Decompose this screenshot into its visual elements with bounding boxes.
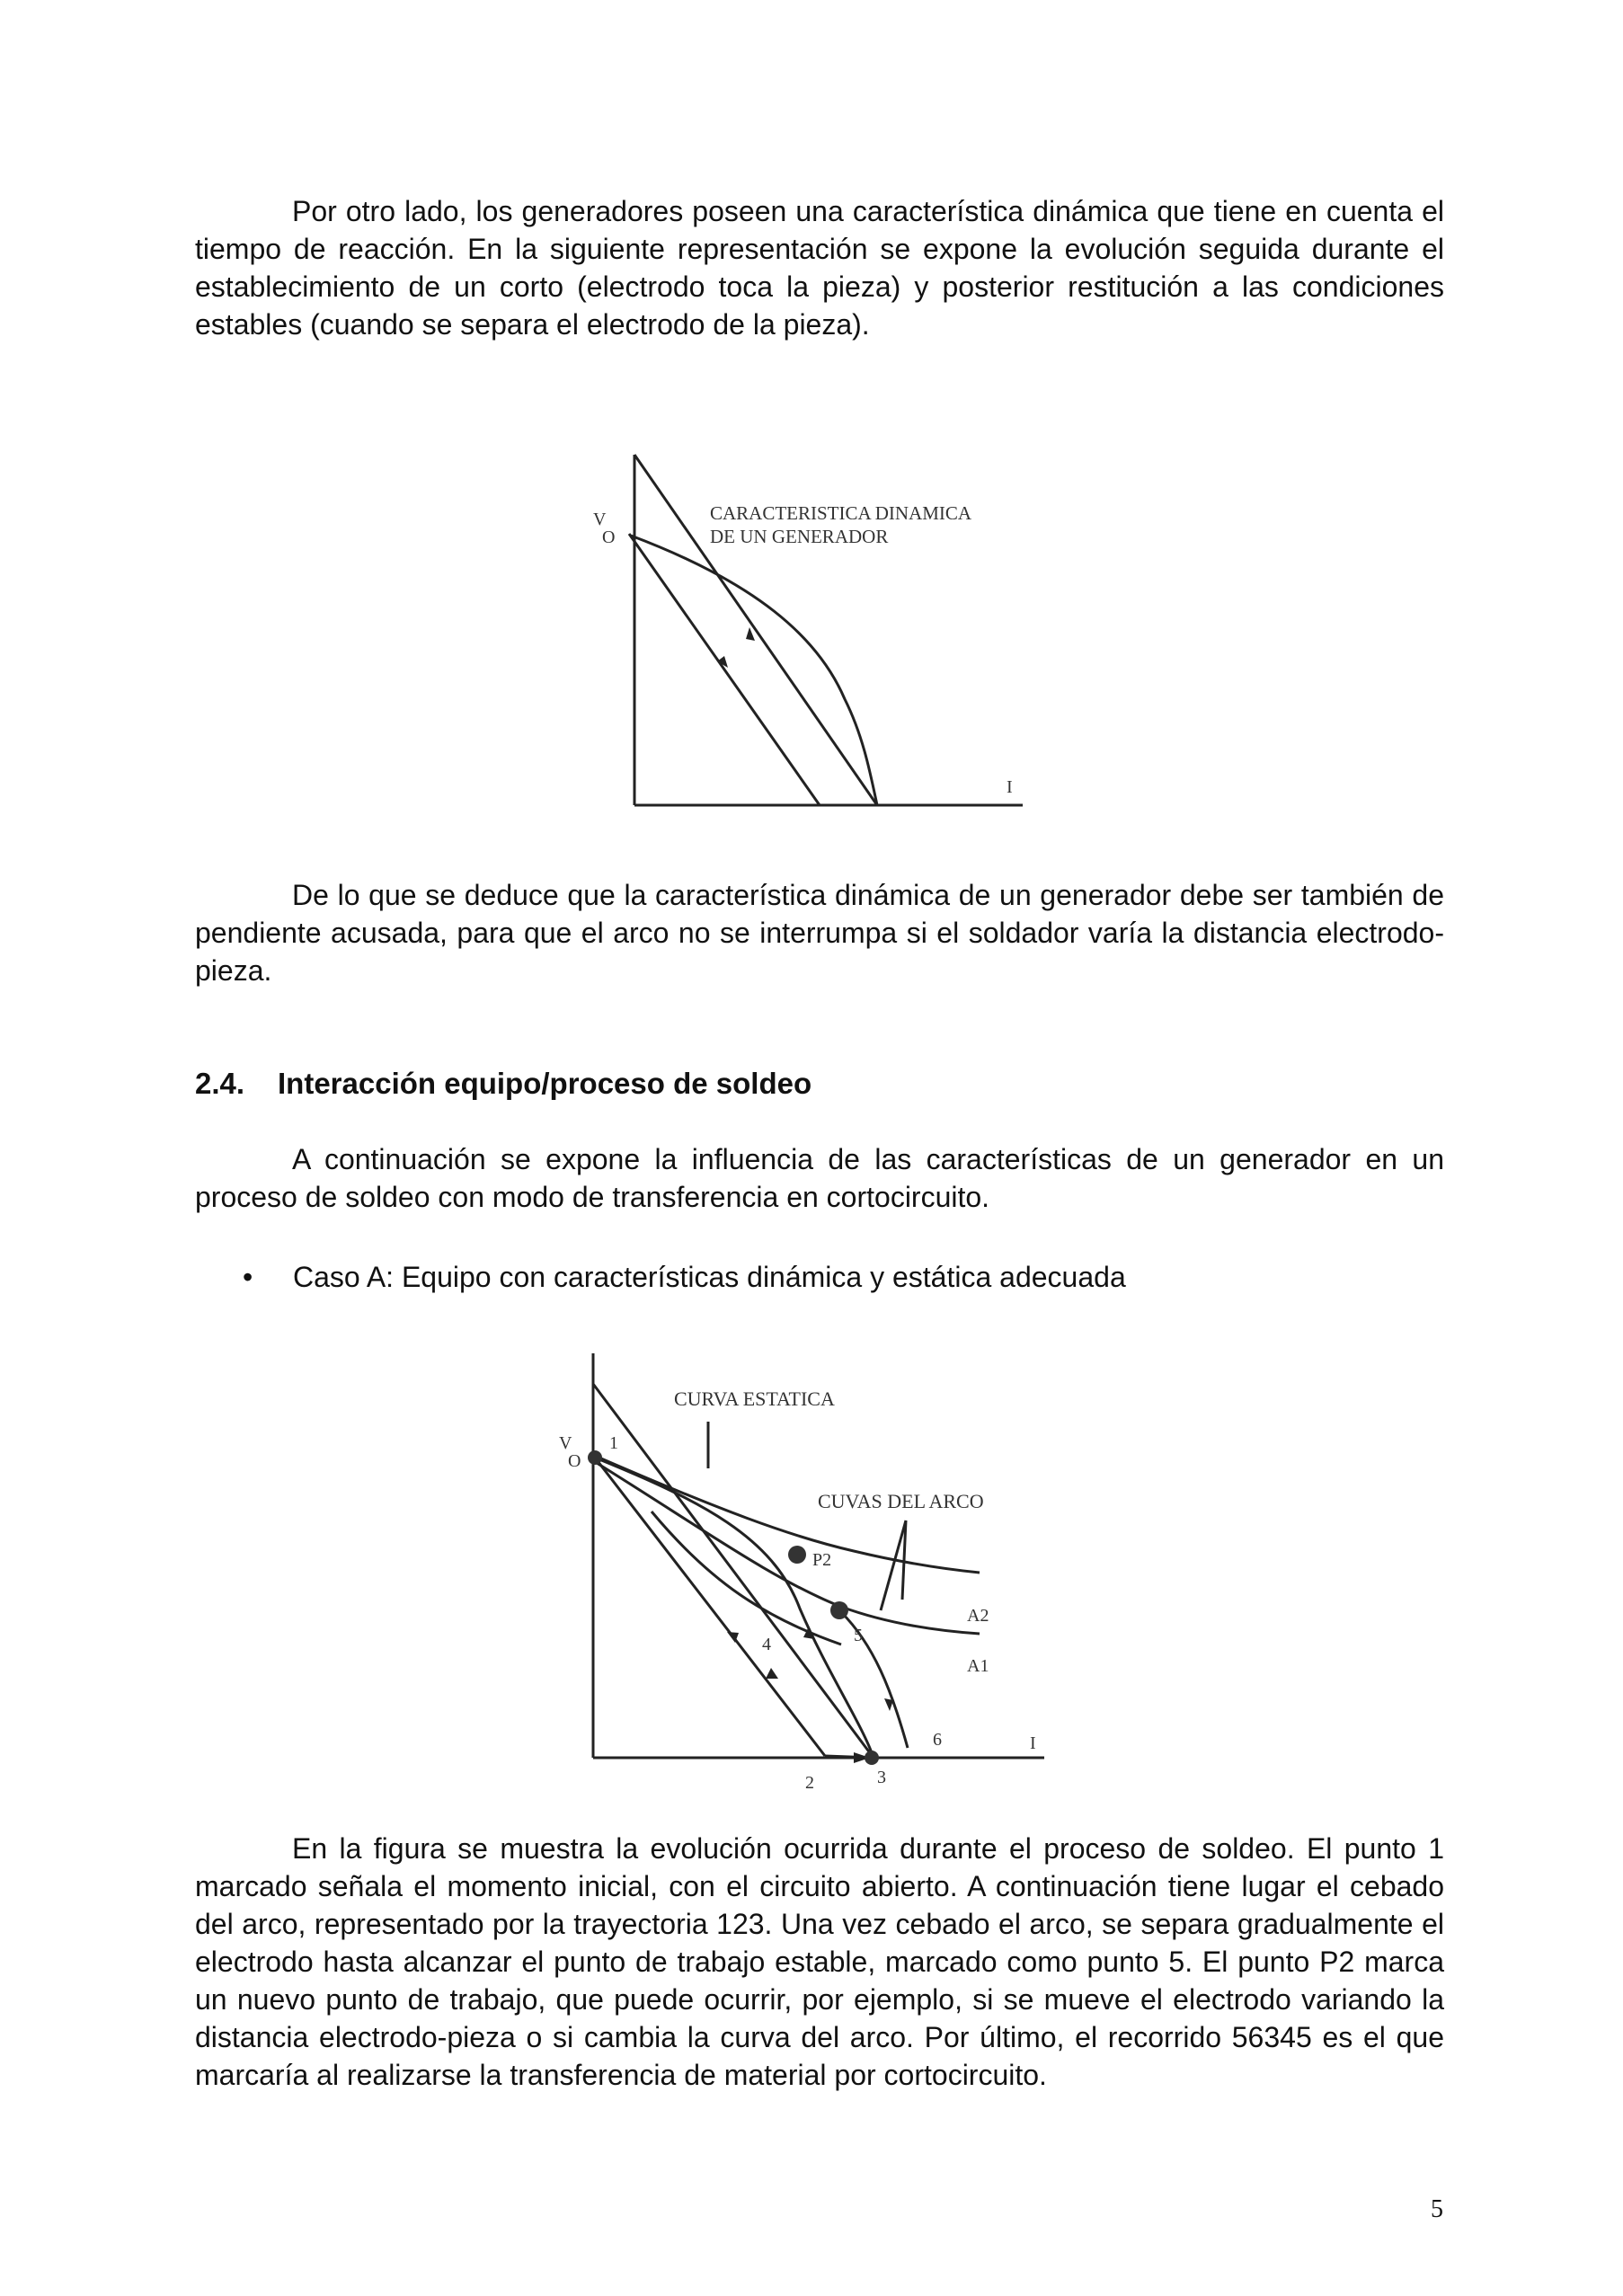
point-5-label: 5: [854, 1626, 863, 1645]
static-curve-line: [593, 1384, 874, 1758]
section-title: Interacción equipo/proceso de soldeo: [278, 1067, 812, 1100]
point-2-label: 2: [805, 1773, 814, 1793]
down-path-line: [629, 534, 820, 805]
figure1-label-line1: CARACTERISTICA DINAMICA: [710, 502, 972, 524]
curve-a1-label: A1: [967, 1656, 989, 1676]
point-3-label: 3: [877, 1768, 886, 1787]
page-number: 5: [1431, 2195, 1443, 2223]
point-1-label: 1: [609, 1433, 618, 1453]
lens-lower-curve: [652, 1511, 841, 1644]
point-4-label: 4: [762, 1635, 771, 1654]
influence-paragraph: A continuación se expone la influencia de las características de un generador en un proceso de soldeo con modo de transferencia en cortocircuito.: [195, 1143, 1444, 1213]
bullet-text: Caso A: Equipo con características dinámica y estática adecuada: [293, 1261, 1126, 1293]
evolution-paragraph: En la figura se muestra la evolución ocurrida durante el proceso de soldeo. El punto 1 marcado señala el momento inicial, con el circuito abierto. A continuación tiene lugar el cebado del arco, representado por la trayectoria 123. Una vez cebado el arco, se separa gradualmente el electrodo hasta alcanzar el punto de trabajo estable, marcado como punto 5. El punto P2 marca un nuevo punto de trabajo, que puede ocurrir, por ejemplo, si se mueve el electrodo variando la distancia electrodo-pieza o si cambia la curva del arco. Por último, el recorrido 56345 es el que marcaría al realizarse la transferencia de material por cortocircuito.: [195, 1832, 1444, 2091]
y-axis-o-label: O: [602, 527, 616, 547]
y-axis-v-label: V: [593, 510, 607, 529]
curva-estatica-label: CURVA ESTATICA: [674, 1387, 835, 1410]
path-1-2-line: [595, 1458, 825, 1756]
section-heading: [195, 1066, 812, 1102]
x-axis-i-label: I: [1007, 777, 1013, 797]
figure1-label-line2: DE UN GENERADOR: [710, 526, 889, 547]
case-a-bullet: [243, 1258, 1126, 1296]
deduction-paragraph: De lo que se deduce que la característica dinámica de un generador debe ser también de pendiente acusada, para que el arco no se interrumpa si el soldador varía la distancia electrodo-pieza.: [195, 879, 1444, 987]
dynamic-curve: [631, 536, 877, 805]
arrow-down-2-icon: [884, 1698, 893, 1711]
bullet-dot: •: [243, 1261, 253, 1293]
point-3-marker: [865, 1751, 879, 1765]
section-number: 2.4.: [195, 1067, 245, 1100]
case-a-figure: [539, 1348, 1060, 1797]
intro-paragraph: Por otro lado, los generadores poseen una característica dinámica que tiene en cuenta el tiempo de reacción. En la siguiente representación se expone la evolución seguida durante el establecimiento de un corto (electrodo toca la pieza) y posterior restitución a las condiciones estables (cuando se separa el electrodo de la pieza).: [195, 195, 1444, 341]
arrow-up-1-icon: [766, 1668, 778, 1679]
point-5-marker: [830, 1601, 848, 1619]
point-1-marker: [588, 1450, 602, 1465]
point-p2-marker: [788, 1546, 806, 1564]
arc-curve-a1: [597, 1463, 980, 1634]
up-arrow-icon: [746, 627, 755, 641]
dynamic-characteristic-figure: [593, 448, 1033, 812]
y-axis-v-label: V: [559, 1433, 572, 1453]
curve-a2-label: A2: [967, 1606, 989, 1626]
x-axis-i-label: I: [1030, 1733, 1036, 1753]
point-6-label: 6: [933, 1730, 942, 1750]
curvas-arco-label: CUVAS DEL ARCO: [818, 1490, 984, 1512]
point-p2-label: P2: [812, 1550, 832, 1570]
y-axis-o-label: O: [568, 1451, 581, 1471]
